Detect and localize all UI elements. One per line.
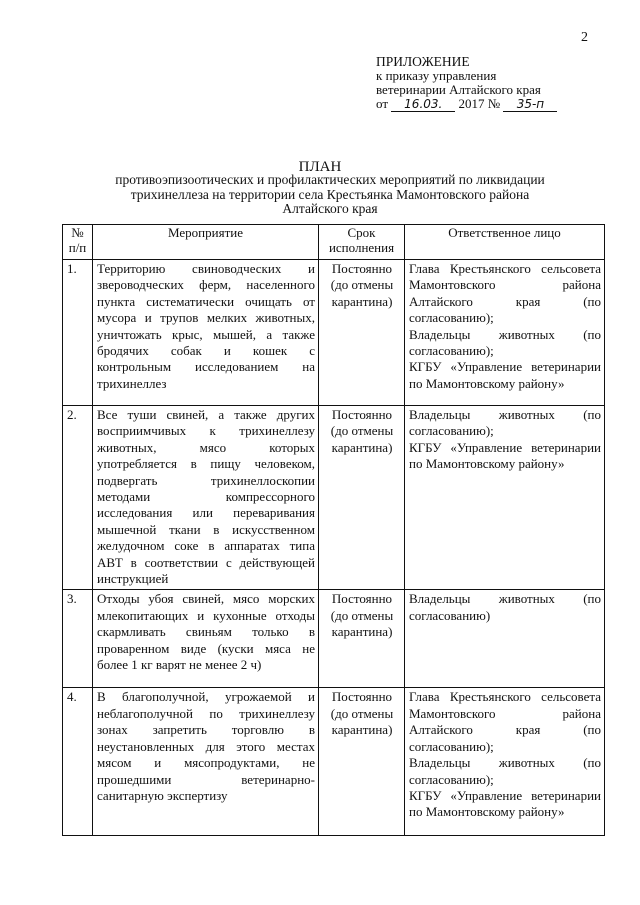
order-year: 2017 №	[458, 96, 501, 111]
row-measure: Отходы убоя свиней, мясо морских млекопитающих и кухонные отходы скармливать свиньям только в проваренном виде (куски мяса не более 1 кг варят не менее 2 ч)	[93, 590, 319, 688]
row-deadline: Постоянно (до отмены карантина)	[319, 406, 405, 590]
table-row	[63, 590, 605, 688]
row-deadline: Постоянно (до отмены карантина)	[319, 260, 405, 406]
row-num: 4.	[63, 688, 93, 836]
appendix-line-1: к приказу управления	[376, 68, 497, 83]
appendix-header	[376, 55, 557, 112]
responsible-party: КГБУ «Управление ветеринарии по Мамонтовскому району»	[409, 439, 601, 472]
header-responsible: Ответственное лицо	[405, 225, 605, 260]
order-number: 35-п	[503, 98, 557, 112]
appendix-date-line	[376, 97, 557, 112]
table-row	[63, 260, 605, 406]
row-num: 3.	[63, 590, 93, 688]
responsible-party: Глава Крестьянского сельсовета Мамонтовского района Алтайского края (по согласованию);	[409, 261, 601, 326]
measures-table	[62, 224, 605, 836]
table-row	[63, 688, 605, 836]
row-measure: Все туши свиней, а также других восприимчивых к трихинеллезу животных, мясо которых употребляется в пищу человеком, подвергать трихинеллоскопии методами компрессорного исследования или переваривания мышечной ткани в искусственном желудочном соке в аппаратах типа АВТ в соответствии с действующей инструкцией	[93, 406, 319, 590]
responsible-party: Владельцы животных (по согласованию)	[409, 591, 601, 623]
page-number: 2	[581, 30, 588, 45]
header-measure: Мероприятие	[93, 225, 319, 260]
order-date: 16.03.	[391, 98, 455, 112]
table-header-row	[63, 225, 605, 260]
responsible-party: КГБУ «Управление ветеринарии по Мамонтовскому району»	[409, 359, 601, 391]
plan-subtitle: противоэпизоотических и профилактических мероприятий по ликвидации трихинеллеза на территории села Крестьянка Мамонтовского района Алтайского края	[115, 172, 545, 216]
row-responsible	[405, 260, 605, 406]
responsible-party: Владельцы животных (по согласованию);	[409, 755, 601, 787]
table-row	[63, 406, 605, 590]
plan-title: ПЛАН	[298, 159, 342, 175]
appendix-title: ПРИЛОЖЕНИЕ	[376, 54, 470, 69]
responsible-party: Владельцы животных (по согласованию);	[409, 326, 601, 359]
row-num: 2.	[63, 406, 93, 590]
row-num: 1.	[63, 260, 93, 406]
row-deadline: Постоянно (до отмены карантина)	[319, 590, 405, 688]
from-label: от	[376, 96, 389, 111]
row-measure: В благополучной, угрожаемой и неблагополучной по трихинеллезу зонах запретить торговлю в неустановленных для этого местах мясом и мясопродуктами, не прошедшими ветеринарно-санитарную экспертизу	[93, 688, 319, 836]
header-deadline: Срок исполнения	[319, 225, 405, 260]
row-deadline: Постоянно (до отмены карантина)	[319, 688, 405, 836]
row-responsible	[405, 688, 605, 836]
row-responsible	[405, 406, 605, 590]
row-measure: Территорию свиноводческих и звероводческих ферм, населенного пункта систематически очищать от мусора и трупов мелких животных, уничтожать крыс, мышей, а также бродячих собак и кошек с контрольным исследованием на трихинеллез	[93, 260, 319, 406]
header-num: № п/п	[63, 225, 93, 260]
responsible-party: Владельцы животных (по согласованию);	[409, 407, 601, 439]
responsible-party: КГБУ «Управление ветеринарии по Мамонтовскому району»	[409, 787, 601, 820]
responsible-party: Глава Крестьянского сельсовета Мамонтовского района Алтайского края (по согласованию);	[409, 689, 601, 754]
appendix-line-2: ветеринарии Алтайского края	[376, 82, 541, 97]
row-responsible	[405, 590, 605, 688]
